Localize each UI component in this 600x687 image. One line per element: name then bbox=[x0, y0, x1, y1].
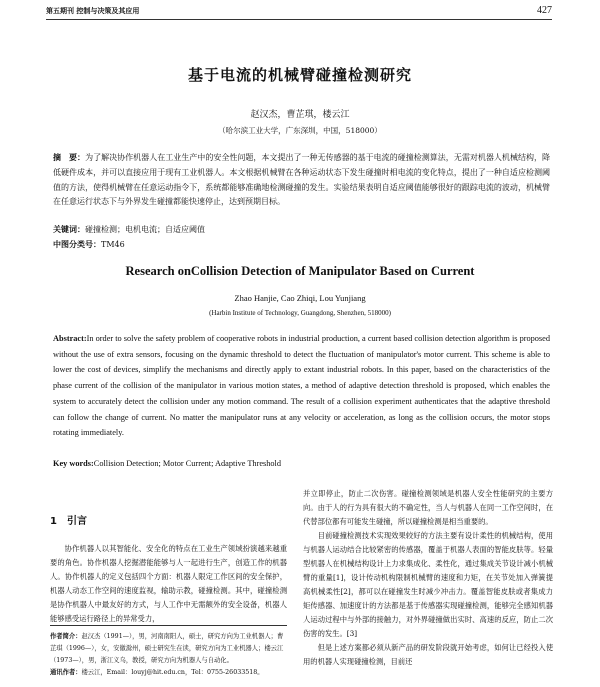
right-paragraph-1: 并立即停止，防止二次伤害。碰撞检测领域是机器人安全性能研究的主要方向。由于人的行为具有很大的不确定性，当人与机器人在同一工作空间时，在代替部位都有可能发生碰撞，所以碰撞检测是相当重要的。 bbox=[303, 489, 553, 526]
affiliation-cn: （哈尔滨工业大学，广东深圳，中国，518000） bbox=[218, 126, 382, 135]
running-header: 第五期刊 控制与决策及其应用 bbox=[46, 7, 140, 15]
author-intro-footnote bbox=[50, 631, 287, 667]
abstract-en bbox=[53, 331, 550, 441]
abstract-en-label: Abstract: bbox=[53, 334, 87, 343]
authors-en: Zhao Hanjie, Cao Zhiqi, Lou Yunjiang bbox=[234, 293, 366, 303]
page-number: 427 bbox=[537, 5, 552, 16]
right-column bbox=[303, 487, 553, 669]
classification-label: 中图分类号： bbox=[53, 240, 101, 249]
keywords-cn-label: 关键词： bbox=[53, 225, 85, 234]
author-intro-text: 赵汉杰（1991—），男，河南南阳人，硕士，研究方向为工业机器人；曹芷琪（1996—），女，安徽滁州，硕士研究生在读，研究方向为工业机器人；楼云江（1973—），男，浙江义乌，教授，研究方向为机器人与自动化。 bbox=[50, 633, 284, 664]
footnotes bbox=[50, 625, 287, 679]
paper-title-en: Research onCollision Detection of Manipulator Based on Current bbox=[125, 264, 475, 278]
affiliation-en: (Harbin Institute of Technology, Guangdong, Shenzhen, 518000) bbox=[209, 309, 391, 317]
intro-paragraph: 协作机器人以其智能化、安全化的特点在工业生产领域扮演越来越重要的角色。协作机器人挖掘潜能能够与人一起进行生产，创造工作的机器人。协作机器人的定义包括四个方面：机器人限定工作区间的安全保护，机器人动态工作空间的速度监视，输助示教，碰撞检测。其中，碰撞检测是协作机器人中最友好的方式，与人工作中无需额外的安全设备，机器人能够感受运行路径上的异常受力， bbox=[50, 544, 287, 623]
right-paragraph-3: 但是上述方案都必须从新产品的研发阶段就开始考虑，如何让已经投入使用的机器人实现碰撞检测，目前还 bbox=[303, 643, 553, 666]
contact-label: 通讯作者： bbox=[50, 669, 82, 676]
contact-text: 楼云江，Email：louyj@hit.edu.cn，Tel：0755-26033518。 bbox=[81, 669, 264, 676]
left-column bbox=[50, 488, 287, 626]
keywords-cn bbox=[53, 224, 550, 235]
section-heading: 1 引言 bbox=[50, 516, 87, 527]
header-rule bbox=[46, 19, 552, 20]
right-paragraph-2: 目前碰撞检测技术实现效果较好的方法主要有设计柔性的机械结构，使用与机器人运动结合比较紧密的传感器，覆盖于机器人表面的智能皮肤等。轻量型机器人在机械结构设计上力求集成化、柔性化，通过集成关节设计减小机械臂的重量[1]，设计传动机构限制机械臂的速度和力矩，在关节处加入弹簧提高机械柔性[2]，都可以在碰撞发生时减少冲击力。覆盖智能皮肤或者集成力矩传感器、加速度计的方法都是基于传感器实现碰撞检测，能够完全感知机器人运动过程中与外部的接触力，对外界碰撞做出实时、高速的反应，防止二次伤害的发生。[3] bbox=[303, 531, 553, 638]
contact-footnote bbox=[50, 667, 287, 679]
keywords-cn-text: 碰撞检测；电机电流；自适应阈值 bbox=[85, 225, 205, 234]
authors-cn: 赵汉杰，曹芷琪，楼云江 bbox=[250, 110, 350, 120]
abstract-cn-label: 摘 要： bbox=[53, 153, 86, 162]
abstract-cn bbox=[53, 151, 550, 210]
keywords-en bbox=[53, 459, 550, 468]
keywords-en-label: Key words: bbox=[53, 459, 94, 468]
keywords-en-text: Collision Detection; Motor Current; Adaptive Threshold bbox=[93, 459, 281, 468]
abstract-en-text: In order to solve the safety problem of cooperative robots in industrial production, a current based collision detection algorithm is proposed without the use of extra sensors, focusing on the dynamic threshold to detect the fluctuation of manipulator's motor current. This scheme is able to lower the cost of devices, simplify the mechanisms and directly apply to extant industrial robots. In this paper, based on the characteristics of the phase current of the collision of the manipulator in various motion states, a method of adaptive detection threshold is proposed, which enables the system to accurately detect the collision under any motion command. The result of a collision experiment authenticates that the adaptive threshold can follow the change of current. No matter the manipulator runs at any velocity or acceleration, as long as the collision occurs, the motor stops rotating immediately. bbox=[53, 334, 550, 438]
classification bbox=[53, 239, 125, 250]
paper-title-cn: 基于电流的机械臂碰撞检测研究 bbox=[187, 66, 412, 84]
author-intro-label: 作者简介： bbox=[50, 633, 82, 640]
abstract-cn-text: 为了解决协作机器人在工业生产中的安全性问题，本文提出了一种无传感器的基于电流的碰撞检测算法，无需对机器人机械结构，降低硬件成本，并可以直接应用于现有工业机器人。本文根据机械臂在各种运动状态下发生碰撞时相电流的变化特点，提出了一种自适应检测阈值的方法，使得机械臂在任意运动指令下，系统都能够准确地检测碰撞的发生。实验结果表明自适应阈值能够很好的跟踪电流的波动，机械臂在任意运行状态下与外界发生碰撞都能快速停止，达到预期目标。 bbox=[53, 153, 551, 207]
classification-value: TM46 bbox=[101, 240, 125, 249]
